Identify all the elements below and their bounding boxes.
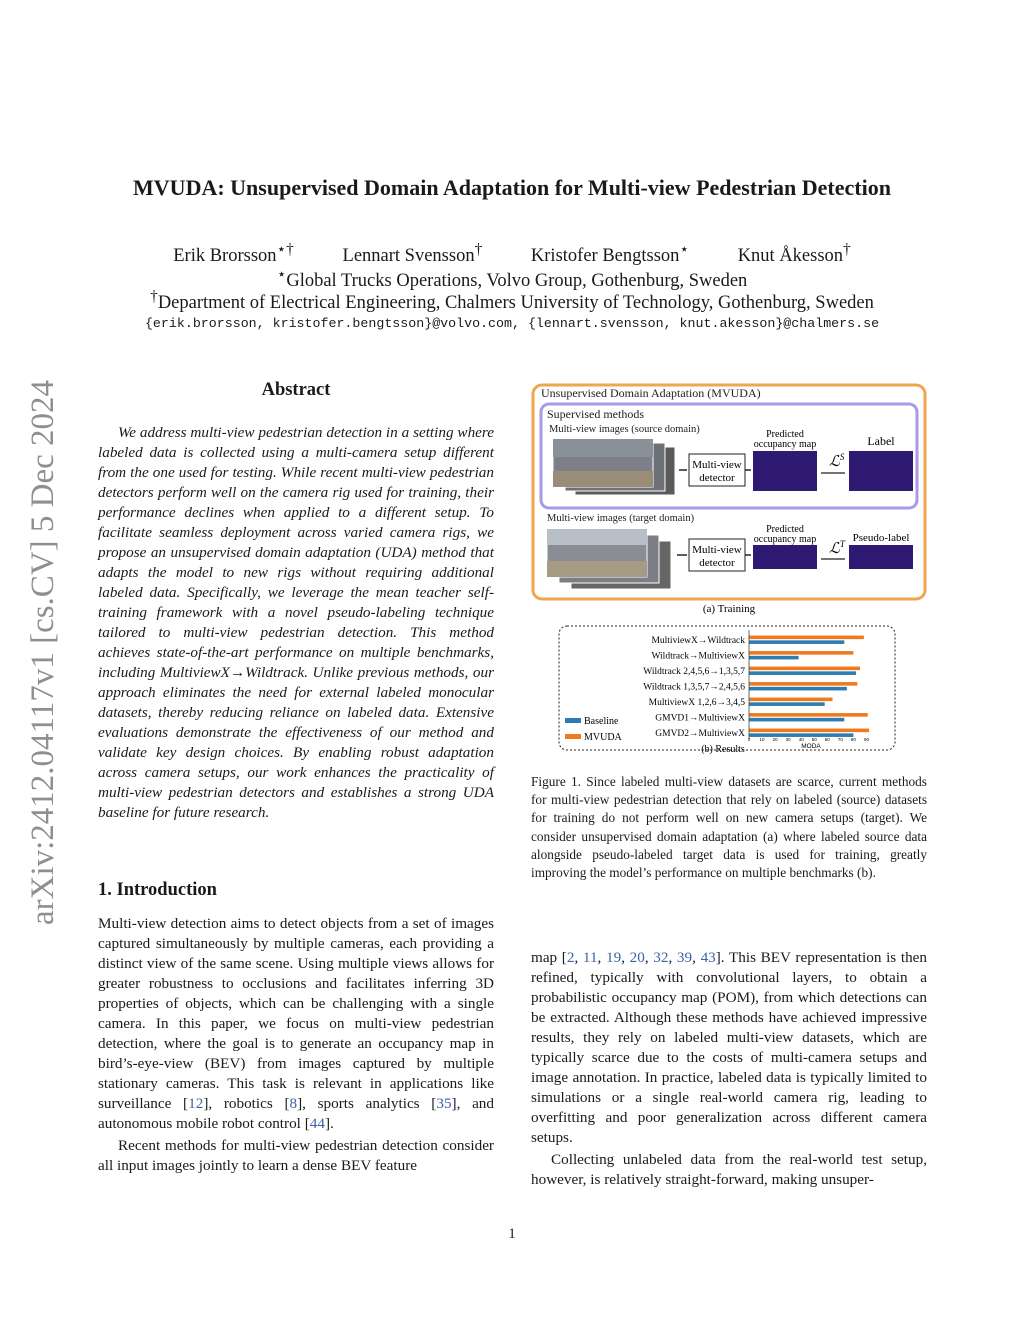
legend [565, 716, 623, 743]
bar-mvuda [749, 713, 868, 717]
detector-label: Multi-view [692, 544, 742, 556]
body-paragraph: Collecting unlabeled data from the real-world test setup, however, is relatively straight-forward, making unsuper- [531, 1151, 927, 1188]
category-label: Wildtrack 2,4,5,6→1,3,5,7 [643, 666, 745, 677]
citation-link[interactable]: 44 [309, 1115, 325, 1132]
abstract-text: We address multi-view pedestrian detection in a setting where labeled data is collected using a multi-camera setup different from the one used for testing. While recent multi-view pedestrian detectors perform well on the camera rig used for training, their performance declines when applied to a different setup. To facilitate seamless deployment across varied camera rigs, we propose an unsupervised domain adaptation (UDA) method that adapts the model to new rigs without requiring additional labeled data. Specifically, we leverage the mean teacher self-training framework with a novel pseudo-labeling technique tailored to multi-view pedestrian detection. This method achieves state-of-the-art performance on multiple benchmarks, including MultiviewX→Wildtrack. Unlike previous methods, our approach eliminates the need for external labeled monocular datasets, thereby reducing reliance on labeled data. Extensive evaluations demonstrate the effectiveness of our method and validate key design choices. By enabling robust adaptation across camera setups, our work enhances the practicality of multi-view pedestrian detectors and establishes a strong UDA baseline for future research. [98, 424, 494, 821]
outer-title: Unsupervised Domain Adaptation (MVUDA) [541, 386, 761, 400]
text-run: ], and autonomous mobile robot control [ [98, 1095, 494, 1132]
page-number: 1 [508, 1226, 516, 1242]
detector-label: detector [699, 472, 735, 484]
arxiv-identifier: arXiv:2412.04117v1 [cs.CV] 5 Dec 2024 [25, 379, 61, 925]
legend-swatch-baseline [565, 718, 581, 723]
training-diagram [531, 381, 927, 617]
abstract-heading: Abstract [261, 380, 331, 400]
legend-label-mvuda: MVUDA [584, 732, 622, 743]
x-tick-label: 30 [785, 737, 791, 742]
category-label: MultiviewX→Wildtrack [651, 635, 745, 646]
loss-source: ℒ$^S$ [829, 452, 845, 470]
detector-label: detector [699, 557, 735, 569]
text-run: ]. This BEV representation is then refined, typically with convolutional layers, to obtain a probabilistic occupancy map (POM), from which detections can be extracted. Although these methods have achieved impressive results, they rely on labeled multi-view datasets, which are typically scarce due to the costs of multi-camera setups and image annotation. In practice, labeled data is typically limited to simulations or a single real-world camera rig, leading to overfitting and poor generalization across different camera setups. [531, 949, 928, 1146]
source-images [553, 439, 675, 495]
target-label: Multi-view images (target domain) [547, 513, 695, 524]
bar-mvuda [749, 636, 864, 640]
category-label: GMVD1→MultiviewX [655, 713, 745, 724]
bar-baseline [749, 687, 847, 691]
bar-mvuda [749, 729, 869, 733]
author-list [0, 240, 1024, 267]
author-emails: {erik.brorsson, kristofer.bengtsson}@volvo.com, {lennart.svensson, knut.akesson}@chalmers.se [144, 316, 880, 331]
text-run: map [ [531, 949, 567, 966]
affiliation-text: Department of Electrical Engineering, Chalmers University of Technology, Gothenburg, Sweden [157, 293, 874, 314]
bar-baseline [749, 702, 825, 706]
text-run: ], robotics [ [203, 1095, 290, 1112]
intro-paragraph [98, 914, 494, 1134]
x-tick-label: 70 [837, 737, 843, 742]
x-tick-label: 60 [824, 737, 830, 742]
author-mark: † [474, 241, 483, 258]
author [173, 241, 294, 267]
author-name: Kristofer Bengtsson [530, 246, 680, 267]
source-label: Multi-view images (source domain) [549, 424, 700, 435]
bar-baseline [749, 640, 844, 644]
detector-label: Multi-view [692, 459, 742, 471]
category-label: MultiviewX 1,2,6→3,4,5 [648, 697, 745, 708]
label-map [849, 451, 913, 491]
author-name: Knut Åkesson [737, 246, 844, 267]
x-tick-label: 0 [747, 737, 751, 742]
figure-caption: Figure 1. Since labeled multi-view datasets are scarce, current methods for multi-view pedestrian detection that rely on labeled (source) datasets for training do not perform well on new camera setups (target). We consider unsupervised domain adaptation (a) where labeled source data alongside pseudo-labeled target data is used for training, greatly improving the model’s performance on multiple benchmarks (b). [531, 774, 927, 881]
pred-label: occupancy map [753, 439, 817, 450]
legend-label-baseline: Baseline [584, 716, 619, 727]
body-paragraph [531, 948, 927, 1148]
legend-swatch-mvuda [565, 734, 581, 739]
text-run: Multi-view detection aims to detect objects from a set of images captured simultaneously by multiple cameras, each providing a distinct view of the same scene. Using multiple views allows for greater robustness to occlusions and facilitates inferring 3D properties of objects, which can be challenging with a single camera. In this paper, we focus on multi-view pedestrian detection, where the goal is to generate an occupancy map in bird’s-eye-view (BEV) from images captured by multiple stationary cameras. This task is relevant in applications like surveillance [ [98, 915, 494, 1112]
citation-link[interactable]: 19 [606, 949, 622, 966]
label-title: Label [867, 434, 895, 448]
author [737, 241, 851, 267]
citation-link[interactable]: 2 [566, 949, 575, 966]
author-mark: ⋆ [679, 241, 690, 258]
intro-paragraph: Recent methods for multi-view pedestrian detection consider all input images jointly to learn a dense BEV feature [98, 1137, 494, 1174]
intro-body [98, 914, 494, 1178]
citation-link[interactable]: 32 [653, 949, 669, 966]
pseudo-label-map [849, 545, 913, 569]
bar-baseline [749, 656, 799, 660]
text-run: , [574, 949, 583, 966]
author-mark: † [843, 241, 851, 258]
predicted-map [753, 545, 817, 569]
bar-baseline [749, 671, 856, 675]
x-tick-label: 90 [863, 737, 869, 742]
section-heading: 1. Introduction [98, 880, 217, 900]
citation-link[interactable]: 11 [582, 949, 598, 966]
text-run: ], sports analytics [ [297, 1095, 437, 1112]
x-tick-label: 20 [772, 737, 778, 742]
citation-link[interactable]: 12 [188, 1095, 204, 1112]
category-label: Wildtrack 1,3,5,7→2,4,5,6 [643, 682, 745, 693]
x-axis-label: MODA [801, 743, 821, 750]
author-name: Lennart Svensson [342, 246, 475, 267]
right-column-body [531, 948, 927, 1192]
x-tick-label: 50 [811, 737, 817, 742]
category-label: Wildtrack→MultiviewX [651, 651, 745, 662]
bar-mvuda [749, 667, 860, 671]
pred-label: Predicted [766, 524, 804, 535]
affiliation-mark: ⋆ [276, 266, 287, 283]
bar-baseline [749, 718, 844, 722]
predicted-map [753, 451, 817, 491]
pred-label: Predicted [766, 429, 804, 440]
inner-title: Supervised methods [547, 407, 644, 421]
citation-link[interactable]: 20 [629, 949, 645, 966]
results-chart [557, 624, 897, 754]
citation-link[interactable]: 8 [289, 1095, 298, 1112]
author [530, 241, 690, 267]
text-run: , [597, 949, 606, 966]
bar-mvuda [749, 682, 857, 686]
text-run: , [644, 949, 654, 966]
bar-mvuda [749, 698, 833, 702]
affiliation-mark: † [150, 288, 158, 305]
citation-link[interactable]: 43 [700, 949, 716, 966]
text-run: , [692, 949, 701, 966]
subcaption-a: (a) Training [702, 603, 756, 615]
text-run: , [621, 949, 630, 966]
target-images [547, 529, 671, 589]
pred-label: occupancy map [753, 534, 817, 545]
paper-title: MVUDA: Unsupervised Domain Adaptation for Multi-view Pedestrian Detection [133, 175, 891, 200]
affiliation [0, 288, 1024, 314]
x-tick-label: 10 [759, 737, 765, 742]
category-label: GMVD2→MultiviewX [655, 728, 745, 739]
loss-target: ℒ$^T$ [829, 539, 845, 557]
text-run: , [668, 949, 677, 966]
x-tick-label: 40 [798, 737, 804, 742]
subcaption-b: (b) Results [701, 744, 745, 754]
citation-link[interactable]: 39 [676, 949, 693, 966]
abstract-body [98, 423, 494, 823]
text-run: ]. [324, 1115, 334, 1132]
author-mark: ⋆† [276, 241, 294, 258]
pseudo-label-title: Pseudo-label [852, 532, 910, 544]
x-tick-label: 80 [850, 737, 856, 742]
citation-link[interactable]: 35 [436, 1095, 452, 1112]
author [342, 241, 483, 267]
author-name: Erik Brorsson [173, 246, 277, 267]
bar-mvuda [749, 651, 853, 655]
affiliation-text: Global Trucks Operations, Volvo Group, Gothenburg, Sweden [286, 271, 748, 292]
